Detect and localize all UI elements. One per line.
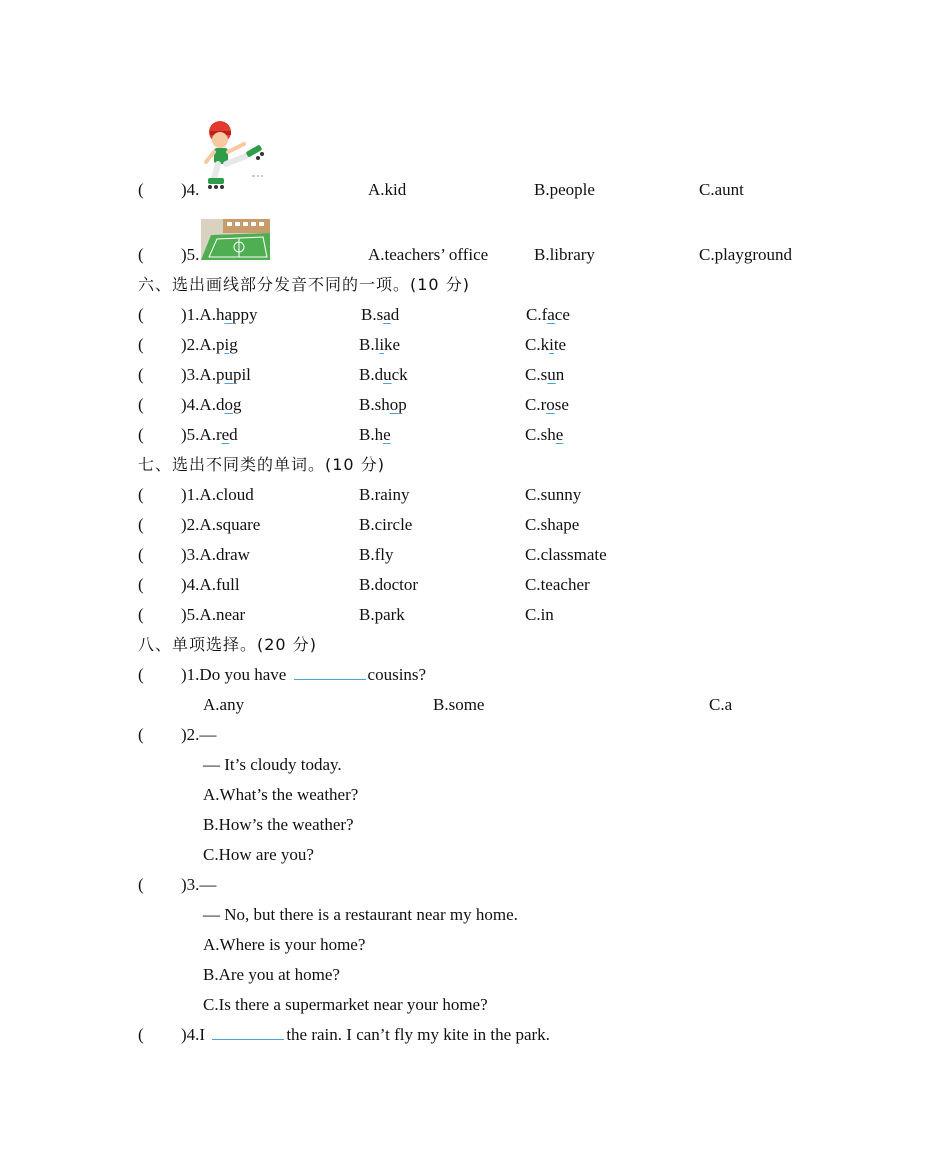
option-a (181, 424, 238, 446)
option-c (525, 364, 564, 386)
option-a (181, 574, 240, 596)
dialogue-reply (0, 754, 950, 776)
fill-blank[interactable] (212, 1024, 284, 1040)
fill-blank[interactable] (294, 664, 366, 680)
question-number: )4.I (181, 1025, 210, 1044)
question-row (0, 604, 950, 626)
option-c: C.Is there a supermarket near your home? (203, 995, 488, 1014)
question-row (0, 364, 950, 386)
question-row (0, 514, 950, 536)
option-c: C.a (709, 695, 733, 714)
word-part: B.s (361, 305, 384, 324)
word-part: ke (384, 335, 401, 354)
option-a: A.What’s the weather? (203, 785, 359, 804)
option-c: C.sunny (525, 485, 582, 504)
word-part: A.p (199, 335, 225, 354)
underlined-letters: i (549, 335, 554, 354)
word-part: B.h (359, 425, 384, 444)
question-number: )4. (181, 575, 200, 594)
option-a: A.Where is your home? (203, 935, 366, 954)
answer-paren[interactable]: ( (138, 365, 144, 384)
question-number: )4. (181, 180, 200, 199)
underlined-letters: u (224, 365, 233, 384)
question-row (0, 304, 950, 326)
question-row (0, 874, 950, 896)
option-b: B.some (433, 695, 485, 714)
option-b: B.circle (359, 515, 413, 534)
section-heading-part8 (0, 634, 950, 656)
option-text: A.draw (199, 545, 250, 564)
option-b: B.rainy (359, 485, 410, 504)
underlined-letters: u (547, 365, 556, 384)
option-b: B.fly (359, 545, 394, 564)
stem-text: Do you have (199, 665, 291, 684)
word-part: C.sh (525, 425, 556, 444)
option-c (526, 304, 570, 326)
underlined-letters: a (383, 305, 391, 324)
option-text: A.full (199, 575, 240, 594)
word-part: B.d (359, 365, 384, 384)
option-c: C.in (525, 605, 554, 624)
word-part: ce (554, 305, 570, 324)
option-c (525, 424, 563, 446)
word-part: g (229, 335, 238, 354)
question-stem (181, 1024, 550, 1046)
answer-paren[interactable]: ( (138, 545, 144, 564)
option-row (0, 934, 950, 956)
option-a (181, 334, 238, 356)
word-part: A.r (199, 425, 222, 444)
option-c (525, 394, 569, 416)
answer-paren[interactable]: ( (138, 515, 144, 534)
question-number: )1. (181, 485, 200, 504)
question-row (0, 244, 950, 266)
word-part: A.h (199, 305, 225, 324)
word-part: d (229, 425, 238, 444)
answer-paren[interactable]: ( (138, 245, 144, 264)
word-part: ck (391, 365, 408, 384)
answer-paren[interactable]: ( (138, 725, 144, 744)
answer-paren[interactable]: ( (138, 875, 144, 894)
answer-paren[interactable]: ( (138, 1025, 144, 1044)
answer-paren[interactable]: ( (138, 305, 144, 324)
option-b (359, 364, 408, 386)
word-part: d (390, 305, 400, 324)
word-part: pil (232, 365, 251, 384)
option-row (0, 814, 950, 836)
reply-text: — No, but there is a restaurant near my home. (203, 905, 518, 924)
answer-paren[interactable]: ( (138, 425, 144, 444)
question-number: )1. (181, 305, 200, 324)
option-text: A.square (199, 515, 261, 534)
question-row (0, 424, 950, 446)
word-part: g (232, 395, 242, 414)
word-part: C.r (525, 395, 547, 414)
question-number: )5. (181, 425, 200, 444)
option-c (525, 334, 566, 356)
word-part: C.s (525, 365, 548, 384)
underlined-letters: o (224, 395, 233, 414)
option-a (181, 604, 245, 626)
option-c: C.shape (525, 515, 580, 534)
word-part: B.l (359, 335, 380, 354)
stem-text: cousins? (367, 665, 427, 684)
question-number: )5. (181, 245, 200, 264)
question-row (0, 574, 950, 596)
section-title: 六、选出画线部分发音不同的一项。(10 分) (138, 275, 470, 294)
underlined-letters: i (224, 335, 230, 354)
answer-paren[interactable]: ( (138, 395, 144, 414)
dialogue-reply (0, 904, 950, 926)
option-text: A.cloud (199, 485, 254, 504)
option-row (0, 994, 950, 1016)
underlined-letters: o (389, 395, 399, 414)
answer-paren[interactable]: ( (138, 605, 144, 624)
option-b (359, 334, 400, 356)
section-title: 八、单项选择。(20 分) (138, 635, 317, 654)
question-row (0, 724, 950, 746)
word-part: se (554, 395, 569, 414)
underlined-letters: o (546, 395, 555, 414)
question-number: )2. (181, 335, 200, 354)
question-number: )2.— (181, 725, 217, 744)
underlined-letters: a (547, 305, 555, 324)
answer-paren[interactable]: ( (138, 335, 144, 354)
underlined-letters: e (221, 425, 230, 444)
stem-text: the rain. I can’t fly my kite in the park. (286, 1025, 550, 1044)
options-row (0, 694, 950, 716)
word-part: p (398, 395, 407, 414)
option-c: C.classmate (525, 545, 607, 564)
option-a: A.any (203, 695, 245, 714)
question-stem (181, 664, 426, 686)
option-a (181, 394, 241, 416)
option-a (181, 364, 251, 386)
option-b: B.people (534, 180, 595, 199)
word-part: te (553, 335, 567, 354)
question-number: )3. (181, 365, 200, 384)
answer-paren[interactable]: ( (138, 575, 144, 594)
option-b: B.Are you at home? (203, 965, 340, 984)
reply-text: — It’s cloudy today. (203, 755, 342, 774)
option-text: A.near (199, 605, 246, 624)
word-part: n (555, 365, 565, 384)
option-b (359, 394, 407, 416)
question-number: )1. (181, 665, 200, 684)
option-b (359, 424, 391, 446)
option-a (181, 304, 258, 326)
question-row (0, 394, 950, 416)
question-row (0, 664, 950, 686)
option-c: C.How are you? (203, 845, 314, 864)
word-part: A.p (199, 365, 225, 384)
question-number: )3.— (181, 875, 217, 894)
option-b: B.park (359, 605, 405, 624)
underlined-letters: a (224, 305, 232, 324)
question-number: )5. (181, 605, 200, 624)
word-part: ppy (232, 305, 258, 324)
question-row (0, 484, 950, 506)
option-a (181, 514, 260, 536)
word-part: C.f (526, 305, 548, 324)
question-number: )4. (181, 395, 200, 414)
answer-paren[interactable]: ( (138, 180, 144, 199)
section-title: 七、选出不同类的单词。(10 分) (138, 455, 385, 474)
option-row (0, 964, 950, 986)
option-b: B.library (534, 245, 595, 264)
option-c: C.teacher (525, 575, 590, 594)
option-a: A.kid (368, 180, 407, 199)
question-row (0, 334, 950, 356)
option-b: B.doctor (359, 575, 419, 594)
question-row (0, 1024, 950, 1046)
underlined-letters: i (379, 335, 385, 354)
option-b (361, 304, 399, 326)
word-part: A.d (199, 395, 225, 414)
word-part: B.sh (359, 395, 390, 414)
option-a: A.teachers’ office (368, 245, 489, 264)
underlined-letters: u (383, 365, 392, 384)
underlined-letters: e (555, 425, 564, 444)
answer-paren[interactable]: ( (138, 665, 144, 684)
section-heading-part6 (0, 274, 950, 296)
option-a (181, 544, 250, 566)
section-heading-part7 (0, 454, 950, 476)
option-c: C.aunt (699, 180, 744, 199)
option-c: C.playground (699, 245, 793, 264)
question-row (0, 544, 950, 566)
option-row (0, 844, 950, 866)
option-b: B.How’s the weather? (203, 815, 354, 834)
option-row (0, 784, 950, 806)
question-row (0, 179, 950, 201)
question-number: )2. (181, 515, 200, 534)
question-number: )3. (181, 545, 200, 564)
underlined-letters: e (383, 425, 391, 444)
option-a (181, 484, 254, 506)
word-part: C.k (525, 335, 550, 354)
answer-paren[interactable]: ( (138, 485, 144, 504)
